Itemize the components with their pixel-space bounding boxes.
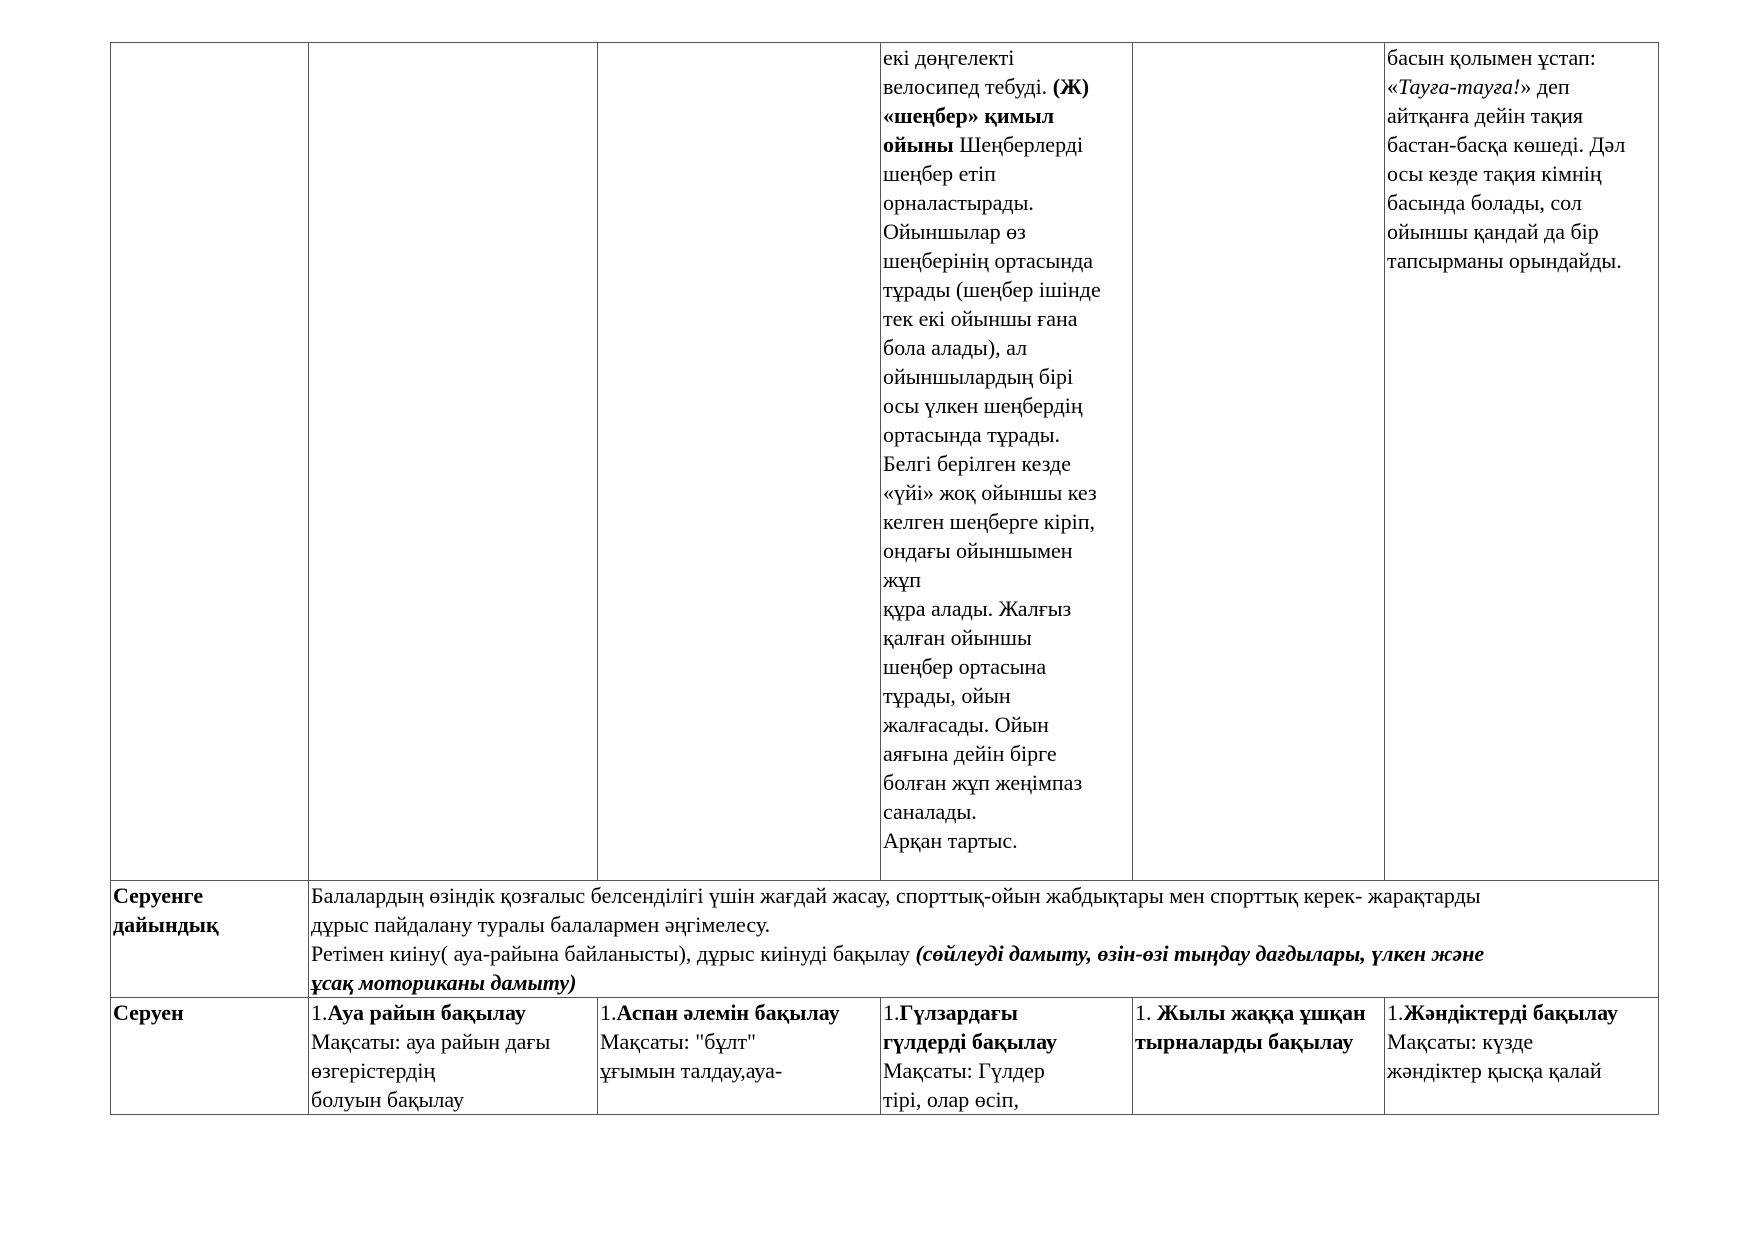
text-line: тек екі ойыншы ғана [883,306,1078,331]
text-line: велосипед тебуді. (Ж) [883,74,1090,99]
row-label: Серуен [113,1000,184,1025]
text-line: осы үлкен шеңбердің [883,393,1083,418]
text-line: дұрыс пайдалану туралы балалармен әңгімелесу. [311,912,771,937]
row-label-cell-empty [111,43,309,881]
text-line: ұсақ моториканы дамыту) [311,970,577,995]
walk-thursday-cell [1133,998,1385,1115]
text-line: құра алады. Жалғыз [883,596,1072,621]
text-line: Мақсаты: күзде [1387,1029,1534,1054]
text-line: ойыны Шеңберлерді [883,132,1084,157]
activity-title: 1.Жәндіктерді бақылау [1387,1000,1618,1025]
text-line: жұп [883,567,921,592]
text-line: жәндіктер қысқа қалай [1387,1058,1602,1083]
row-label: дайындық [113,912,219,937]
text-line: ойыншылардың бірі [883,364,1074,389]
walk-tuesday-cell [598,998,881,1115]
text-line: «үйі» жоқ ойыншы кез [883,480,1097,505]
wednesday-game-cell [881,43,1133,881]
text-line: Мақсаты: ауа райын дағы [311,1029,551,1054]
monday-cell-empty [309,43,598,881]
activity-title: 1.Аспан әлемін бақылау [600,1000,840,1025]
walk-wednesday-cell [881,998,1133,1115]
text-line: осы кезде тақия кімнің [1387,161,1602,186]
text-line: келген шеңберге кіріп, [883,509,1095,534]
text-line: шеңберінің ортасында [883,248,1094,273]
row-label: Серуенге [113,883,204,908]
text-line: болуын бақылау [311,1087,464,1112]
text-line: тұрады, ойын [883,683,1011,708]
text-line: саналады. [883,799,977,824]
text-line: басында болады, сол [1387,190,1582,215]
text-line: екі дөңгелекті [883,45,1015,70]
text-line: басын қолымен ұстап: [1387,45,1596,70]
text-line: болған жұп жеңімпаз [883,770,1083,795]
text-line: бола алады), ал [883,335,1028,360]
text-line: Арқан тартыс. [883,828,1018,853]
walk-preparation-content [309,881,1659,998]
text-line: өзгерістердің [311,1058,436,1083]
activity-title: 1. Жылы жаққа ұшқан [1135,1000,1366,1025]
text-line: тірі, олар өсіп, [883,1087,1019,1112]
text-line: шеңбер етіп [883,161,996,186]
text-line: Мақсаты: Гүлдер [883,1058,1045,1083]
continuation-row [111,43,1659,881]
walk-row [111,998,1659,1115]
game-title-line: «шеңбер» қимыл [883,103,1055,128]
row-label-cell [111,881,309,998]
text-line: тұрады (шеңбер ішінде [883,277,1101,302]
walk-friday-cell [1385,998,1659,1115]
text-line: қалған ойыншы [883,625,1032,650]
text-line: орналастырады. [883,190,1034,215]
tuesday-cell-empty [598,43,881,881]
text-line: «Тауға-тауға!» деп [1387,74,1570,99]
text-line: бастан-басқа көшеді. Дәл [1387,132,1626,157]
text-line: Мақсаты: "бұлт" [600,1029,756,1054]
thursday-cell-empty [1133,43,1385,881]
text-line: тапсырманы орындайды. [1387,248,1622,273]
daily-plan-table [110,42,1659,1115]
walk-preparation-row [111,881,1659,998]
activity-title: 1.Гүлзардағы [883,1000,1018,1025]
text-line: жалғасады. Ойын [883,712,1049,737]
friday-game-cell [1385,43,1659,881]
text-line: Белгі берілген кезде [883,451,1071,476]
text-line: шеңбер ортасына [883,654,1047,679]
walk-monday-cell [309,998,598,1115]
activity-title: гүлдерді бақылау [883,1029,1057,1054]
activity-title: 1.Ауа райын бақылау [311,1000,526,1025]
text-line: ондағы ойыншымен [883,538,1073,563]
text-line: айтқанға дейін тақия [1387,103,1584,128]
text-line: ұғымын талдау,ауа- [600,1058,783,1083]
row-label-cell [111,998,309,1115]
text-line: Ойыншылар өз [883,219,1026,244]
text-line: ортасында тұрады. [883,422,1060,447]
text-line: Балалардың өзіндік қозғалыс белсенділігі үшін жағдай жасау, спорттық-ойын жабдықтары мен спорттық керек- жарақтарды [311,883,1481,908]
text-line: ойыншы қандай да бір [1387,219,1599,244]
activity-title: тырналарды бақылау [1135,1029,1354,1054]
text-line: Ретімен киіну( ауа-райына байланысты), дұрыс киінуді бақылау (сөйлеуді дамыту, өзін-өзі тыңдау дағдылары, үлкен және [311,941,1485,966]
text-line: аяғына дейін бірге [883,741,1057,766]
